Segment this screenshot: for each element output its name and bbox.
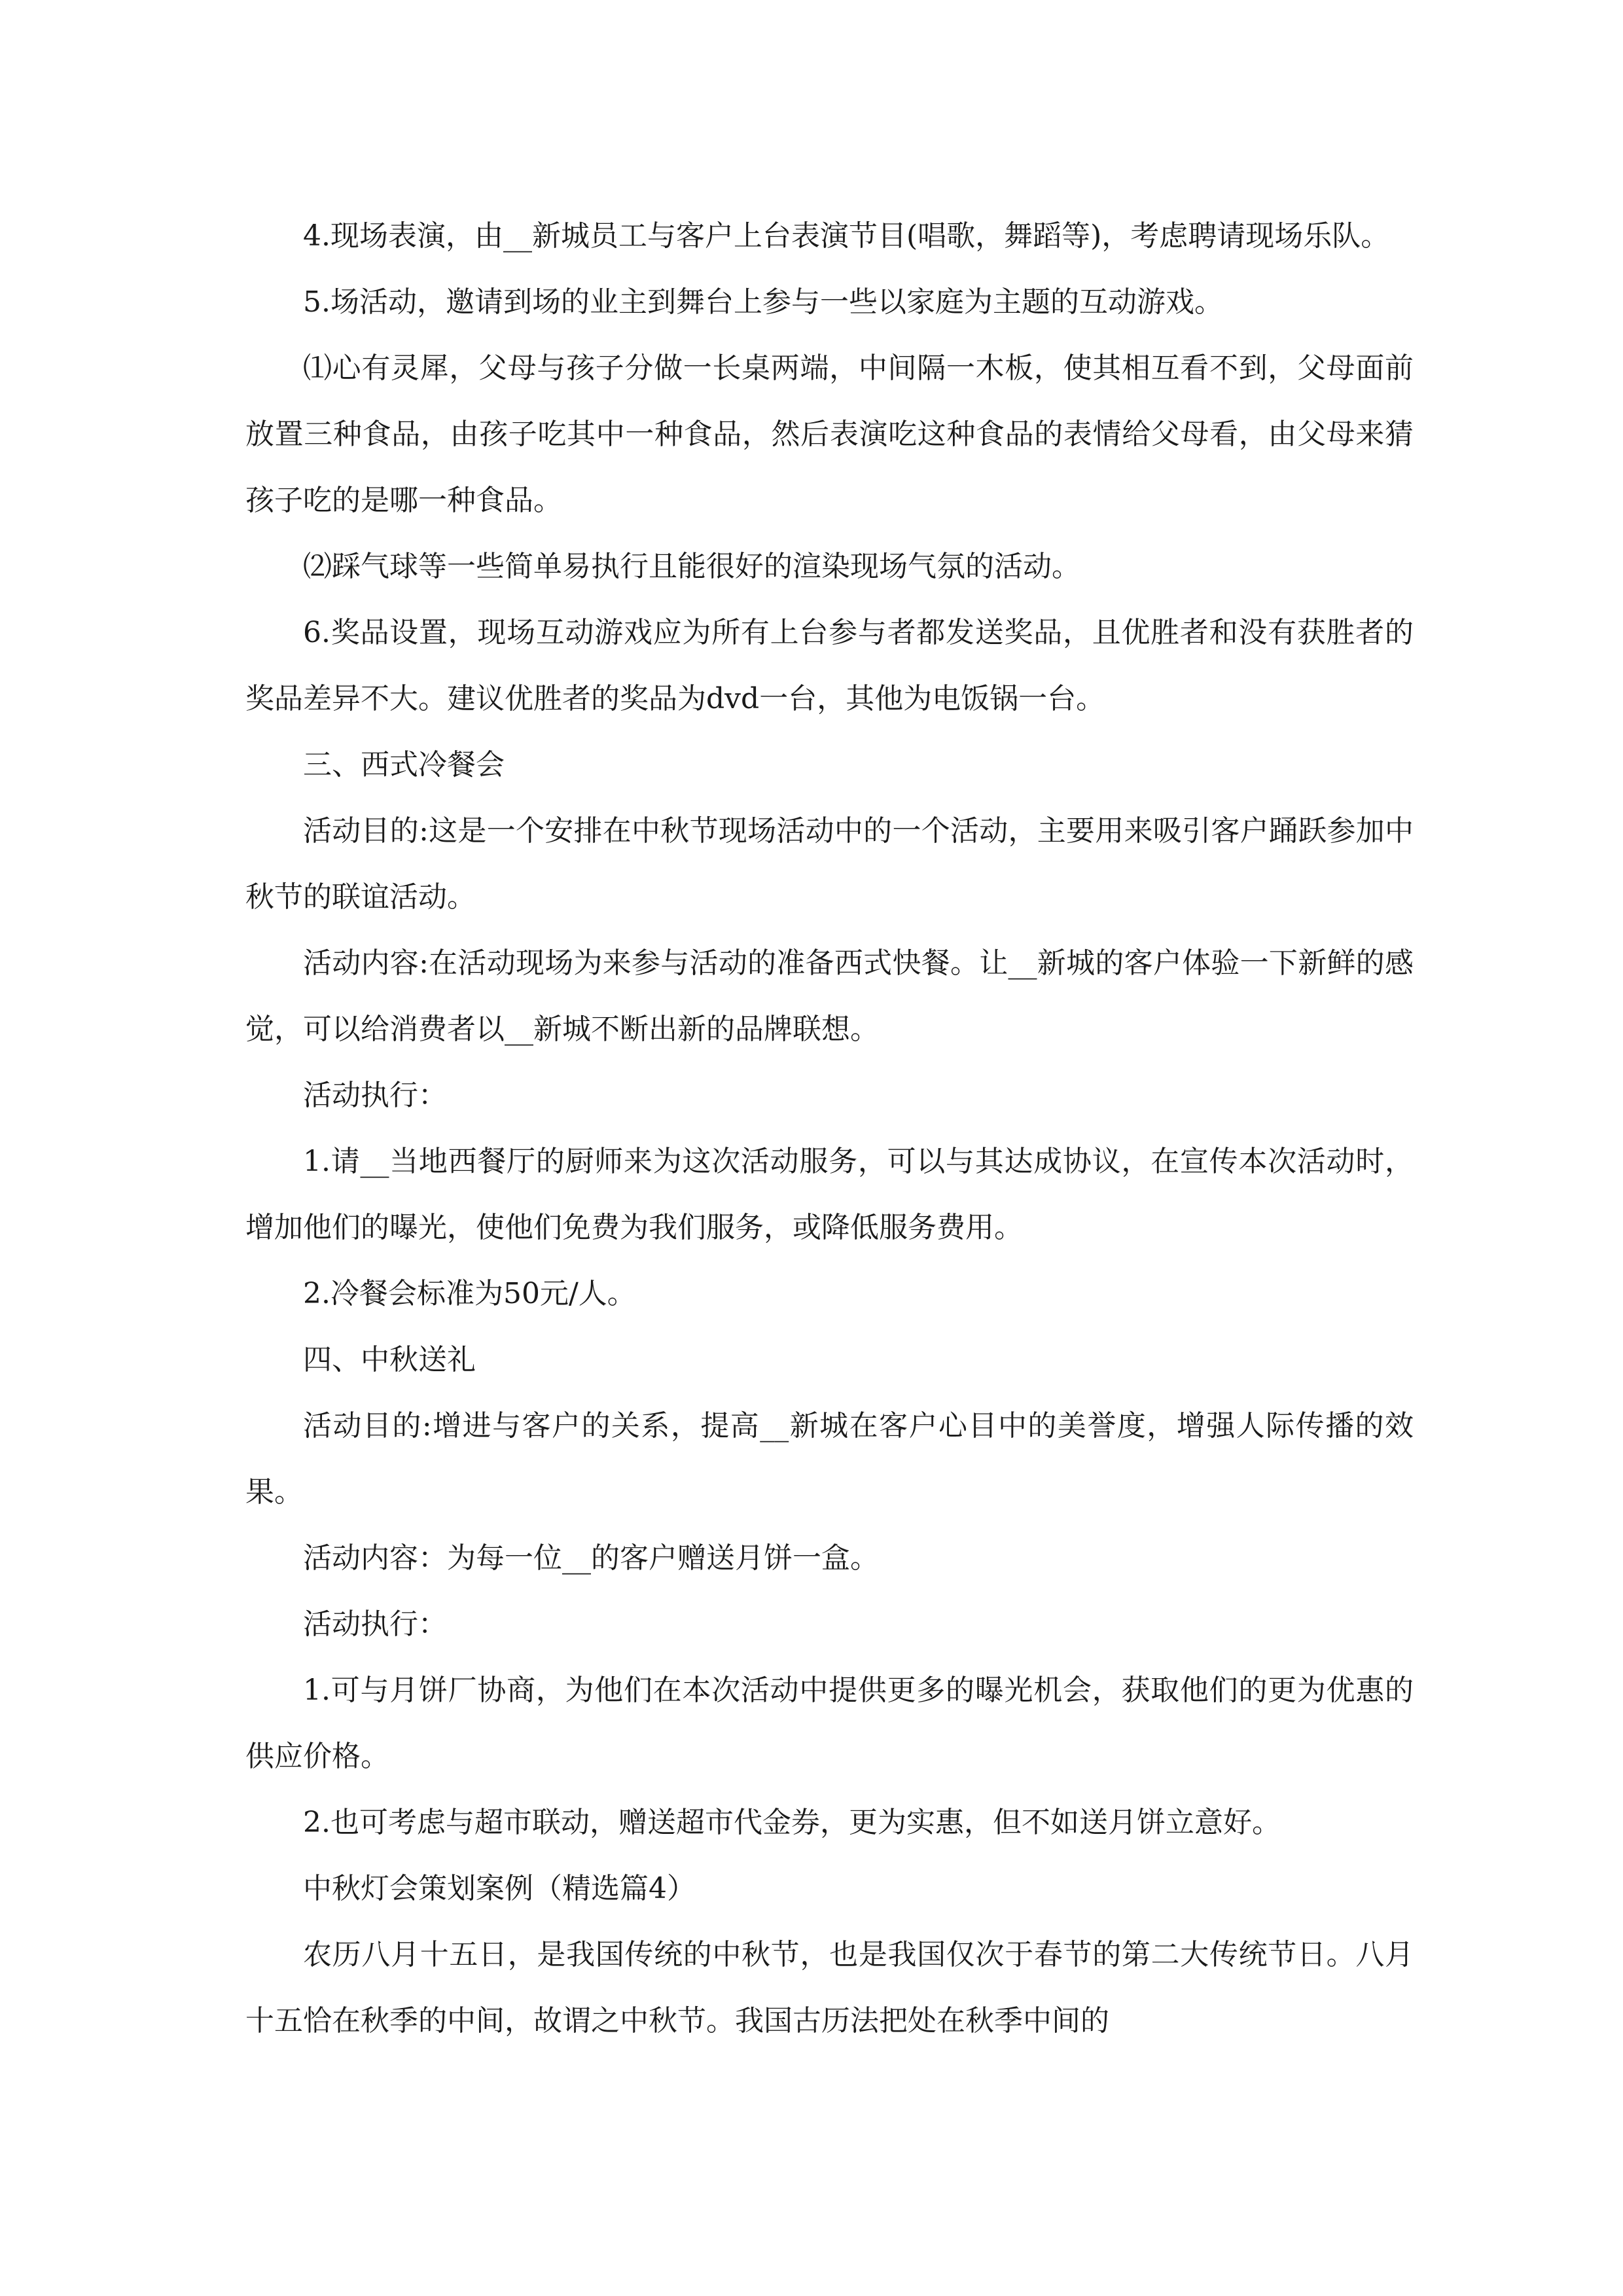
paragraph-gifts-execution-label: 活动执行：: [303, 1607, 447, 1641]
paragraph-gifts-step-2: 2.也可考虑与超市联动，赠送超市代金券，更为实惠，但不如送月饼立意好。: [303, 1806, 1281, 1839]
paragraph-activity: 5.场活动，邀请到场的业主到舞台上参与一些以家庭为主题的互动游戏。: [303, 285, 1223, 319]
section-heading-case-4: 中秋灯会策划案例（精选篇4）: [303, 1872, 696, 1905]
paragraph-buffet-purpose: 活动目的:这是一个安排在中秋节现场活动中的一个活动，主要用来吸引客户踊跃参加中秋节的联谊活动。: [245, 814, 1414, 914]
paragraph-gifts-content: 活动内容：为每一位__的客户赠送月饼一盒。: [303, 1541, 879, 1575]
paragraph-prizes: 6.奖品设置，现场互动游戏应为所有上台参与者都发送奖品，且优胜者和没有获胜者的奖品差异不大。建议优胜者的奖品为dvd一台，其他为电饭锅一台。: [245, 616, 1414, 715]
paragraph-buffet-content: 活动内容:在活动现场为来参与活动的准备西式快餐。让__新城的客户体验一下新鲜的感觉，可以给消费者以__新城不断出新的品牌联想。: [245, 946, 1414, 1046]
paragraph-buffet-step-1: 1.请__当地西餐厅的厨师来为这次活动服务，可以与其达成协议，在宣传本次活动时，增加他们的曝光，使他们免费为我们服务，或降低服务费用。: [245, 1145, 1414, 1244]
section-heading-gifts: 四、中秋送礼: [303, 1343, 476, 1376]
paragraph-gifts-purpose: 活动目的:增进与客户的关系，提高__新城在客户心目中的美誉度，增强人际传播的效果。: [245, 1409, 1414, 1509]
paragraph-game-1: ⑴心有灵犀，父母与孩子分做一长桌两端，中间隔一木板，使其相互看不到，父母面前放置三种食品，由孩子吃其中一种食品，然后表演吃这种食品的表情给父母看，由父母来猜孩子吃的是哪一种食品。: [245, 351, 1414, 517]
paragraph-buffet-execution-label: 活动执行：: [303, 1079, 447, 1112]
paragraph-gifts-step-1: 1.可与月饼厂协商，为他们在本次活动中提供更多的曝光机会，获取他们的更为优惠的供应价格。: [245, 1674, 1414, 1773]
paragraph-game-2: ⑵踩气球等一些简单易执行且能很好的渲染现场气氛的活动。: [303, 550, 1080, 583]
paragraph-festival-intro: 农历八月十五日，是我国传统的中秋节，也是我国仅次于春节的第二大传统节日。八月十五恰在秋季的中间，故谓之中秋节。我国古历法把处在秋季中间的: [245, 1938, 1414, 2037]
paragraph-performance: 4.现场表演，由__新城员工与客户上台表演节目(唱歌，舞蹈等)，考虑聘请现场乐队。: [303, 219, 1390, 253]
paragraph-buffet-step-2: 2.冷餐会标准为50元/人。: [303, 1277, 636, 1310]
section-heading-buffet: 三、西式冷餐会: [303, 748, 505, 781]
document-body: [245, 203, 1414, 2054]
